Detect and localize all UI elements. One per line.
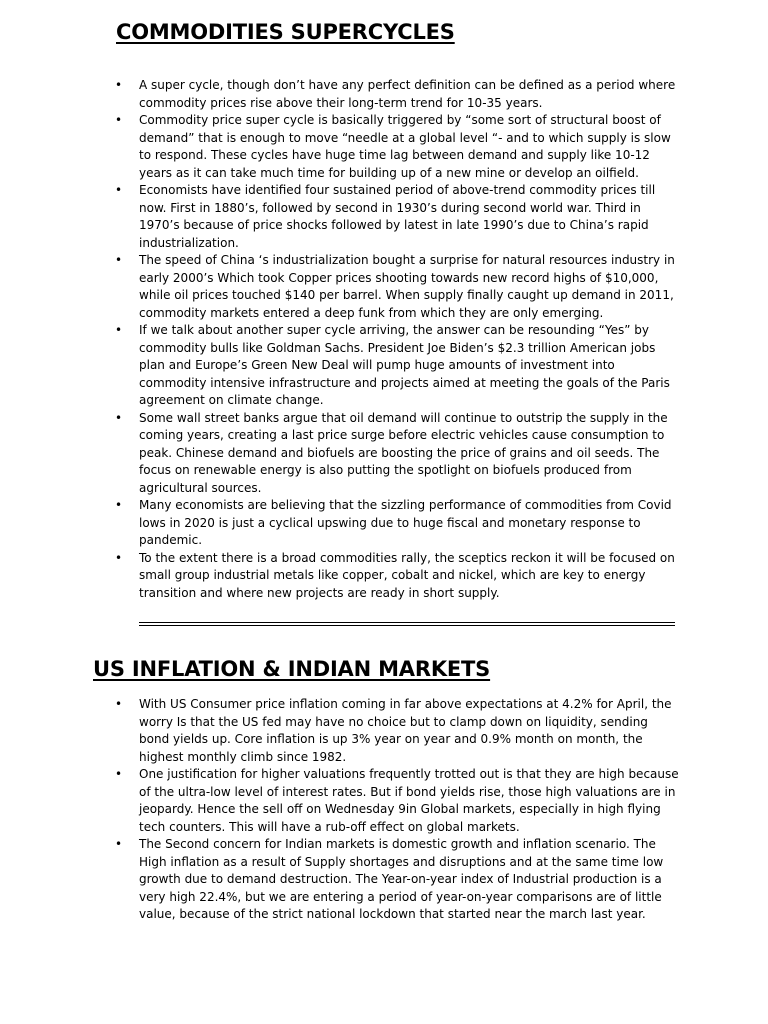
list-item: • One justification for higher valuations frequently trotted out is that they are high because of the ultra-low level of interest rates. But if bond yields rise, those high valuations are in jeopardy. Hence the sell off on Wednesday 9in Global markets, especially in high flying tech counters. This will have a rub-off effect on global markets. bbox=[139, 766, 679, 836]
double-rule-divider bbox=[139, 622, 675, 626]
bullet-list-us-inflation bbox=[139, 696, 679, 924]
list-item: • Commodity price super cycle is basically triggered by “some sort of structural boost of demand” that is enough to move “needle at a global level “- and to which supply is slow to respond. These cycles have huge time lag between demand and supply like 10-12 years as it can take much time for building up of a new mine or develop an oilfield. bbox=[139, 112, 679, 182]
list-item: • Many economists are believing that the sizzling performance of commodities from Covid lows in 2020 is just a cyclical upswing due to huge fiscal and monetary response to pandemic. bbox=[139, 497, 679, 550]
list-item: • Some wall street banks argue that oil demand will continue to outstrip the supply in the coming years, creating a last price surge before electric vehicles cause consumption to peak. Chinese demand and biofuels are boosting the price of grains and oil seeds. The focus on renewable energy is also putting the spotlight on biofuels produced from agricultural sources. bbox=[139, 410, 679, 498]
list-item: • To the extent there is a broad commodities rally, the sceptics reckon it will be focused on small group industrial metals like copper, cobalt and nickel, which are key to energy transition and where new projects are ready in short supply. bbox=[139, 550, 679, 603]
list-item: • Economists have identified four sustained period of above-trend commodity prices till now. First in 1880’s, followed by second in 1930’s during second world war. Third in 1970’s because of price shocks followed by latest in late 1990’s due to China’s rapid industrialization. bbox=[139, 182, 679, 252]
section-title-commodities-supercycles: COMMODITIES SUPERCYCLES bbox=[116, 20, 455, 44]
list-item: • With US Consumer price inflation coming in far above expectations at 4.2% for April, the worry Is that the US fed may have no choice but to clamp down on liquidity, sending bond yields up. Core inflation is up 3% year on year and 0.9% month on month, the highest monthly climb since 1982. bbox=[139, 696, 679, 766]
list-item: • The speed of China ‘s industrialization bought a surprise for natural resources industry in early 2000’s Which took Copper prices shooting towards new record highs of $10,000, while oil prices touched $140 per barrel. When supply finally caught up demand in 2011, commodity markets entered a deep funk from which they are only emerging. bbox=[139, 252, 679, 322]
list-item: • A super cycle, though don’t have any perfect definition can be defined as a period where commodity prices rise above their long-term trend for 10-35 years. bbox=[139, 77, 679, 112]
list-item: • The Second concern for Indian markets is domestic growth and inflation scenario. The High inflation as a result of Supply shortages and disruptions and at the same time low growth due to demand destruction. The Year-on-year index of Industrial production is a very high 22.4%, but we are entering a period of year-on-year comparisons are of little value, because of the strict national lockdown that started near the march last year. bbox=[139, 836, 679, 924]
section-title-us-inflation-indian-markets: US INFLATION & INDIAN MARKETS bbox=[93, 657, 491, 681]
list-item: • If we talk about another super cycle arriving, the answer can be resounding “Yes” by commodity bulls like Goldman Sachs. President Joe Biden’s $2.3 trillion American jobs plan and Europe’s Green New Deal will pump huge amounts of investment into commodity intensive infrastructure and projects aimed at meeting the goals of the Paris agreement on climate change. bbox=[139, 322, 679, 410]
bullet-list-commodities bbox=[139, 77, 679, 602]
